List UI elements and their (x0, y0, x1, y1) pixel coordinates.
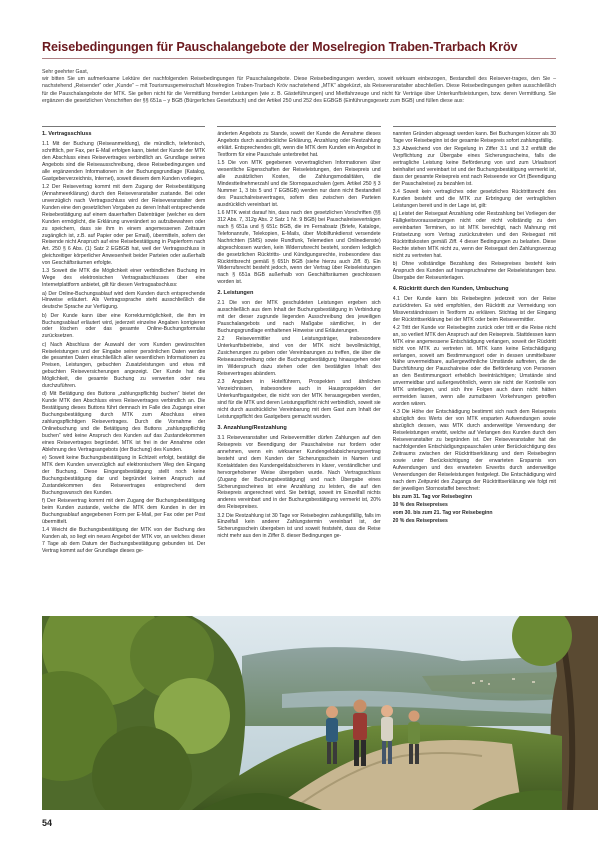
terms-column-2 (217, 126, 380, 610)
terms-paragraph: 2.2 Reisevermittler und Leistungsträger, insbesondere Unterkunftsbetriebe, sind von der MTK nicht bevollmächtigt, Zusicherungen zu geben oder Vereinbarungen zu treffen, die über die Reiseausschreibung oder die Buchungsbestätigung hinausgehen oder im Widerspruch dazu stehen oder den bestätigten Inhalt des Reisevertrages abändern. (217, 336, 381, 378)
cancellation-fee-line: bis zum 31. Tag vor Reisebeginn (392, 493, 472, 500)
section-heading: 3. Anzahlung/Restzahlung (217, 424, 287, 431)
terms-paragraph: 1.5 Die von MTK gegebenen vorvertraglichen Informationen über wesentliche Eigenschaften der Reiseleistungen, den Reisepreis und alle zusätzlichen Kosten, die Zahlungsmodalitäten, die Mindestteilnehmerzahl und die Stornopauschalen (gem. Artikel 250 § 3 Nummer 1, 3 bis 5 und 7 EGBGB) werden nur dann nicht Bestandteil des Pauschalreisevertrages, sofern dies zwischen den Parteien ausdrücklich vereinbart ist. (217, 160, 381, 208)
terms-paragraph: 1.4 Weicht die Buchungsbestätigung der MTK von der Buchung des Kunden ab, so liegt ein neues Angebot der MTK vor, an welches dieser 7 Tage ab dem Datum der Buchungsbestätigung gebunden ist. Der Vertrag kommt auf der Grundlage dieses ge- (42, 527, 206, 554)
column-rule (42, 126, 205, 127)
terms-paragraph: 3.2 Die Restzahlung ist 30 Tage vor Reisebeginn zahlungsfällig, falls im Einzelfall kein anderer Zahlungstermin vereinbart ist, der Sicherungsschein übergeben ist und soweit feststeht, dass die Reise nicht mehr aus den in Ziffer 8. dieser Bedingungen ge- (217, 512, 381, 540)
cancellation-fee-line: 20 % des Reisepreises (392, 518, 448, 525)
terms-columns (42, 126, 556, 610)
terms-paragraph: f) Der Reisevertrag kommt mit dem Zugang der Buchungsbestätigung beim Kunden zustande, welche die MTK dem Kunden in der im Buchungsablauf angegebenen Form per E-Mail, per Fax oder per Post übermittelt. (42, 498, 206, 525)
terms-paragraph: 3.3 Abweichend von der Regelung in Ziffer 3.1 und 3.2 entfällt die Verpflichtung zur Übergabe eines Sicherungsscheins, falls die vertragliche Leistung keine Beförderung von und zum Urlaubsort beinhaltet und vereinbart ist und der Buchungsbestätigung vermerkt ist, dass der gesamte Reisepreis erst nach Reiseende vor Ort (Beendigung der Pauschalreise) zu bezahlen ist. (392, 146, 556, 187)
cancellation-fee-line: vom 30. bis zum 21. Tag vor Reisebeginn (392, 510, 493, 517)
title-rule (42, 58, 556, 59)
terms-paragraph: 3.4 Soweit kein vertragliches oder gesetzliches Rücktrittsrecht des Kunden besteht und die MTK zur Erbringung der vertraglichen Leistungen bereit und in der Lage ist, gilt: (392, 189, 556, 209)
page-number: 54 (42, 818, 53, 828)
section-heading: 1. Vertragsschluss (42, 131, 92, 137)
terms-paragraph: b) Der Kunde kann über eine Korrekturmöglichkeit, die ihm im Buchungsablauf erläutert wird, jederzeit einzelne Angaben korrigieren oder löschen oder das gesamte Online-Buchungsformular zurücksetzen. (42, 312, 206, 340)
terms-paragraph: 4.3 Die Höhe der Entschädigung bestimmt sich nach dem Reisepreis abzüglich des Werts der von MTK ersparten Aufwendungen sowie abzüglich dessen, was MTK durch anderweitige Verwendung der Reiseleistungen erwirbt, welche auf Verlangen des Kunden durch den Reiseveranstalter zu begründen ist. Der Reiseveranstalter hat die nachfolgenden Entschädigungspauschalen unter Berücksichtigung des Zeitraums zwischen der Rücktrittserklärung und dem Reisebeginn sowie unter Berücksichtigung der erwarteten Ersparnis von Aufwendungen und des erwarteten Erwerbs durch anderweitige Verwendungen der Reiseleistungen festgelegt. Die Entschädigung wird nach dem Zeitpunkt des Zugangs der Rücktrittserklärung wie folgt mit der jeweiligen Stornostaffel berechnet: (392, 409, 556, 492)
terms-paragraph: 1.3 Soweit die MTK die Möglichkeit einer verbindlichen Buchung im Wege des elektronischen Vertragsabschlusses über eine Internetplattform anbietet, gilt für diesen Vertragsabschluss: (42, 268, 206, 289)
section-heading: 2. Leistungen (217, 290, 254, 297)
terms-paragraph: b) Ohne vollständige Bezahlung des Reisepreises besteht kein Anspruch des Kunden auf Inanspruchnahme der Reiseleistungen bzw. Übergabe der Reiseunterlagen. (392, 260, 556, 281)
section-heading: 4. Rücktritt durch den Kunden, Umbuchung (392, 285, 509, 292)
terms-paragraph: 2.1 Die von der MTK geschuldeten Leistungen ergeben sich ausschließlich aus dem Inhalt der Buchungsbestätigung in Verbindung mit der dieser zugrunde liegenden Ausschreibung des jeweiligen Pauschalangebots und nach Maßgabe sämtlicher, in der Buchungsgrundlage enthaltenen Hinweise und Erläuterungen. (217, 300, 381, 335)
terms-paragraph: änderten Angebots zu Stande, soweit der Kunde die Annahme dieses Angebots durch ausdrückliche Erklärung, Anzahlung oder Restzahlung erklärt. Entsprechendes gilt, wenn die MTK dem Kunden ein Angebot in Textform für eine Pauschale unterbreitet hat. (217, 131, 381, 158)
terms-paragraph: d) Mit Betätigung des Buttons „zahlungspflichtig buchen“ bietet der Kunde MTK den Abschluss eines Reisevertrages verbindlich an. Die Bestätigung dieses Buttons führt demnach im Falle des Zugangs einer Buchungsbestätigung durch MTK zum Abschluss eines zahlungspflichtigen Reisevertrages. Durch die Vornahme der Onlinebuchung und die Betätigung des Buttons „zahlungspflichtig buchen“ wird keine Anspruch des Kunden auf das Zustandekommen eines Reisevertrages begründet. MTK ist frei in der Annahme oder Ablehnung des Vertragsangebots (der Buchung) des Kunden. (42, 391, 206, 454)
column-rule (217, 126, 380, 127)
intro-text (42, 69, 556, 105)
greeting: Sehr geehrter Gast, (42, 69, 89, 75)
terms-paragraph: 4.1 Der Kunde kann bis Reisebeginn jederzeit von der Reise zurücktreten. Es wird empfohlen, den Rücktritt zur Vermeidung von Missverständnissen in Textform zu erklären. Stichtag ist der Eingang der Rücktrittserklärung bei der MTK oder beim Reisevermittler. (392, 295, 556, 323)
hiking-group-icon (42, 616, 598, 810)
terms-column-1 (42, 126, 205, 610)
intro-paragraph: wir bitten Sie um aufmerksame Lektüre der nachfolgenden Reisebedingungen für Pauschalangebote. Diese Reisebedingungen werden, soweit wirksam einbezogen, Bestandteil des Reisever-trages, den Sie – nachstehend „Reisender“ oder „Kunde“ – mit Tourismusgemeinschaft Moselregion Traben-Trarbach Kröv nachstehend „MTK“ abgekürzt, als Reiseveranstalter abschließen. Diese Reisebedingungen gelten ausschließlich für die Pauschalangebote der MTK. Sie gelten nicht für die Vermittlung fremder Leistungen (wie z. B. Gästeführungen) und Mietfahrzeuge und nicht für Verträge über Unterkunftsleistungen, bzw. deren Vermittlung. Sie ergänzen die gesetzlichen Vorschriften der §§ 651a – y BGB (Bürgerliches Gesetzbuch) und der Artikel 250 und 252 des EGBGB (Einführungsgesetz zum BGB) und füllen diese aus: (42, 76, 556, 104)
hiking-photo (42, 616, 598, 810)
terms-paragraph: c) Nach Abschluss der Auswahl der vom Kunden gewünschten Reiseleistungen und der Eingabe seiner persönlichen Daten werden die gesamten Daten einschließlich aller wesentlichen Informationen zu Preisen, Leistungen, gebuchten Zusatzleistungen und etwa mit gebuchten Reiseversicherungen angezeigt. Der Kunde hat die Möglichkeit, die gesamte Buchung zu verwerten oder neu durchzuführen. (42, 341, 206, 390)
terms-paragraph: a) Leistet der Reisegast Anzahlung oder Restzahlung bei Vorliegen der Fälligkeitsvoraussetzungen nicht oder nicht vollständig zu den vereinbarten Terminen, so ist MTK berechtigt, nach Mahnung mit Fristsetzung vom Vertrag zurückzutreten und den Reisegast mit Rücktrittskosten gemäß Ziff. 4 dieser Bedingungen zu belasten. Diese Rechte stehen MTK nicht zu, wenn der Reisegast den Zahlungsverzug nicht zu vertreten hat. (392, 211, 556, 259)
terms-paragraph: e) Soweit keine Buchungsbestätigung in Echtzeit erfolgt, bestätigt die MTK dem Kunden unverzüglich auf elektronischem Weg den Eingang der Buchung. Diese Eingangsbestätigung stellt noch keine Buchungsbestätigung dar und begründet keinen Anspruch auf Zustandekommen des Reisevertrages entsprechend dem Buchungswunsch des Kunden. (42, 455, 206, 496)
terms-paragraph: 1.1 Mit der Buchung (Reiseanmeldung), die mündlich, telefonisch, schriftlich, per Fax, per E-Mail erfolgen kann, bietet der Kunde der MTK den Abschluss eines Reisevertrages verbindlich an. Grundlage seines Angebots sind die Reiseausschreibung, diese Reisebedingungen und alle ergänzenden Informationen in der Buchungsgrundlage (Katalog, Gastgeberverzeichnis, Internet), soweit diesem dem Kunden vorliegen. (42, 140, 206, 182)
cancellation-fee-line: 10 % des Reisepreises (392, 502, 448, 509)
terms-paragraph: 3.1 Reiseveranstalter und Reisevermittler dürfen Zahlungen auf den Reisepreis vor Beendigung der Pauschalreise nur fordern oder annehmen, wenn ein wirksamer Kundengeldabsicherungsvertrag besteht und dem Kunden der Sicherungsschein in Namen und Kontaktdaten des Kundengeldabsicherers in klarer, verständlicher und hervorgehobener Weise übergeben wurde. Nach Vertragsschluss (Zugang der Buchungsbestätigung) und nach Übergabe eines Sicherungsscheines ist eine Anzahlung zu leisten, die auf den Reisepreis angerechnet wird. Sie beträgt, soweit im Einzelfall nichts anderes vereinbart und in der Buchungsbestätigung vermerkt ist, 20% des Reisepreises. (217, 434, 381, 511)
terms-paragraph: 1.6 MTK weist darauf hin, dass nach den gesetzlichen Vorschriften (§§ 312 Abs. 7, 312g Abs. 2 Satz 1 Nr. 9 BGB) bei Pauschalreiseverträgen nach § 651a und § 651c BGB, die im Fernabsatz (Briefe, Kataloge, Telefonanrufe, Telekopien, E-Mails, über Mobilfunkdienst versendete Nachrichten (SMS) sowie Rundfunk, Telemedien und Onlinedienste) abgeschlossen wurden, kein Widerrufsrecht besteht, sondern lediglich die gesetzlichen Rücktritts- und Kündigungsrechte, insbesondere das Rücktrittsrecht gemäß § 651h BGB (siehe hierzu auch Ziff. 8). Ein Widerrufsrecht besteht jedoch, wenn der Vertrag über Reiseleistungen nach § 651a BGB außerhalb von Geschäftsräumen geschlossen worden ist. (217, 209, 381, 286)
terms-paragraph: 4.2 Tritt der Kunde vor Reisebeginn zurück oder tritt er die Reise nicht an, so verliert MTK den Anspruch auf den Reisepreis. Stattdessen kann MTK eine angemessene Entschädigung verlangen, soweit der Rücktritt nicht von MTK zu vertreten ist. MTK kann keine Entschädigung verlangen, soweit am Bestimmungsort oder in dessen unmittelbarer Nähe unvermeidbare, außergewöhnliche Umstände auftreten, die die Durchführung der Pauschalreise oder die Beförderung von Personen an den Bestimmungsort erheblich beeinträchtigen; Umstände sind unvermeidbar und außergewöhnlich, wenn sie nicht der Kontrolle von MTK unterliegen, und sich ihre Folgen auch dann nicht hätten vermeiden lassen, wenn alle zumutbaren Vorkehrungen getroffen worden wären. (392, 324, 556, 408)
terms-column-3 (393, 126, 556, 610)
page-title: Reisebedingungen für Pauschalangebote der Moselregion Traben-Trarbach Kröv (42, 40, 518, 54)
terms-paragraph: nannten Gründen abgesagt werden kann. Bei Buchungen kürzer als 30 Tage vor Reisebeginn ist der gesamte Reisepreis sofort zahlungsfällig. (392, 131, 556, 144)
terms-paragraph: 1.2 Der Reisevertrag kommt mit dem Zugang der Reisebestätigung (Annahmeerklärung) durch den Reiseveranstalter zustande. Bei oder unverzüglich nach Vertragsschluss wird der Reiseveranstalter dem Kunden eine den gesetzlichen Vorgaben zu deren Inhalt entsprechende Reisebestätigung auf einem dauerhaften Datenträger (welcher es dem Kunden ermöglicht, die Erklärung unverändert so aufzubewahren oder zu speichern, dass sie ihm in einem angemessenen Zeitraum zugänglich ist, z.B. auf Papier oder per Email), übermitteln, sofern der Reisende nicht Anspruch auf eine Reisebestätigung in Papierform nach Art. 250 § 6 Abs. (1) Satz 2 EGBGB hat, weil der Vertragsschluss in gleichzeitiger körperlicher Anwesenheit beider Parteien oder außerhalb von Geschäftsräumen erfolgte. (42, 183, 206, 267)
column-rule (393, 126, 556, 127)
terms-paragraph: a) Der Online-Buchungsablauf wird dem Kunden durch entsprechende Hinweise erläutert. Als Vertragssprache steht ausschließlich die deutsche Sprache zur Verfügung. (42, 290, 206, 311)
terms-paragraph: 2.3 Angaben in Hotelführern, Prospekten und ähnlichen Verzeichnissen, insbesondere auch in Hausprospekten der Unterkunftsgastgeber, die nicht von der MTK herausgegeben werden, sind für die MTK und deren Leistungspflicht nicht verbindlich, soweit sie nicht durch ausdrückliche Vereinbarung mit dem Gast zum Inhalt der Leistungspflicht des Gastgebers gemacht wurden. (217, 379, 381, 420)
